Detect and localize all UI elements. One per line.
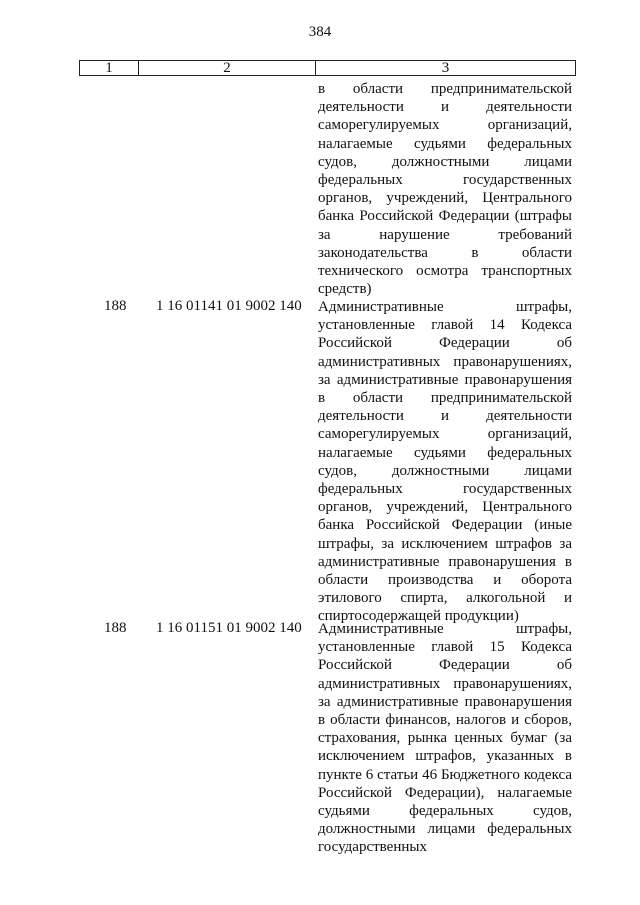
budget-classification-code: 1 16 01141 01 9002 140: [156, 298, 302, 314]
row-description: Административные штрафы, установленные главой 14 Кодекса Российской Федерации об административных правонарушениях, за административные правонарушения в области предпринимательской деятельности и деятельности саморегулируемых организаций, налагаемые судьями федеральных судов, должностными лицами федеральных государственных органов, учреждений, Центрального банка Российской Федерации (иные штрафы, за исключением штрафов за административные правонарушения в области производства и оборота этилового спирта, алкогольной и спиртосодержащей продукции): [318, 299, 572, 625]
column-header-2: 2: [139, 61, 316, 76]
column-header-3: 3: [316, 61, 576, 76]
admin-code: 188: [104, 620, 127, 636]
admin-code: 188: [104, 298, 127, 314]
page-number: 384: [308, 24, 332, 40]
column-header-1: 1: [80, 61, 139, 76]
budget-classification-code: 1 16 01151 01 9002 140: [156, 620, 302, 636]
table-header: [79, 60, 576, 76]
row-description: в области предпринимательской деятельности и деятельности саморегулируемых организаций, налагаемые судьями федеральных судов, должностными лицами федеральных государственных органов, учреждений, Центрального банка Российской Федерации (штрафы за нарушение требований законодательства в области технического осмотра транспортных средств): [318, 81, 572, 298]
row-description: Административные штрафы, установленные главой 15 Кодекса Российской Федерации об административных правонарушениях, за административные правонарушения в области финансов, налогов и сборов, страхования, рынка ценных бумаг (за исключением штрафов, указанных в пункте 6 статьи 46 Бюджетного кодекса Российской Федерации), налагаемые судьями федеральных судов, должностными лицами федеральных государственных: [318, 621, 572, 856]
